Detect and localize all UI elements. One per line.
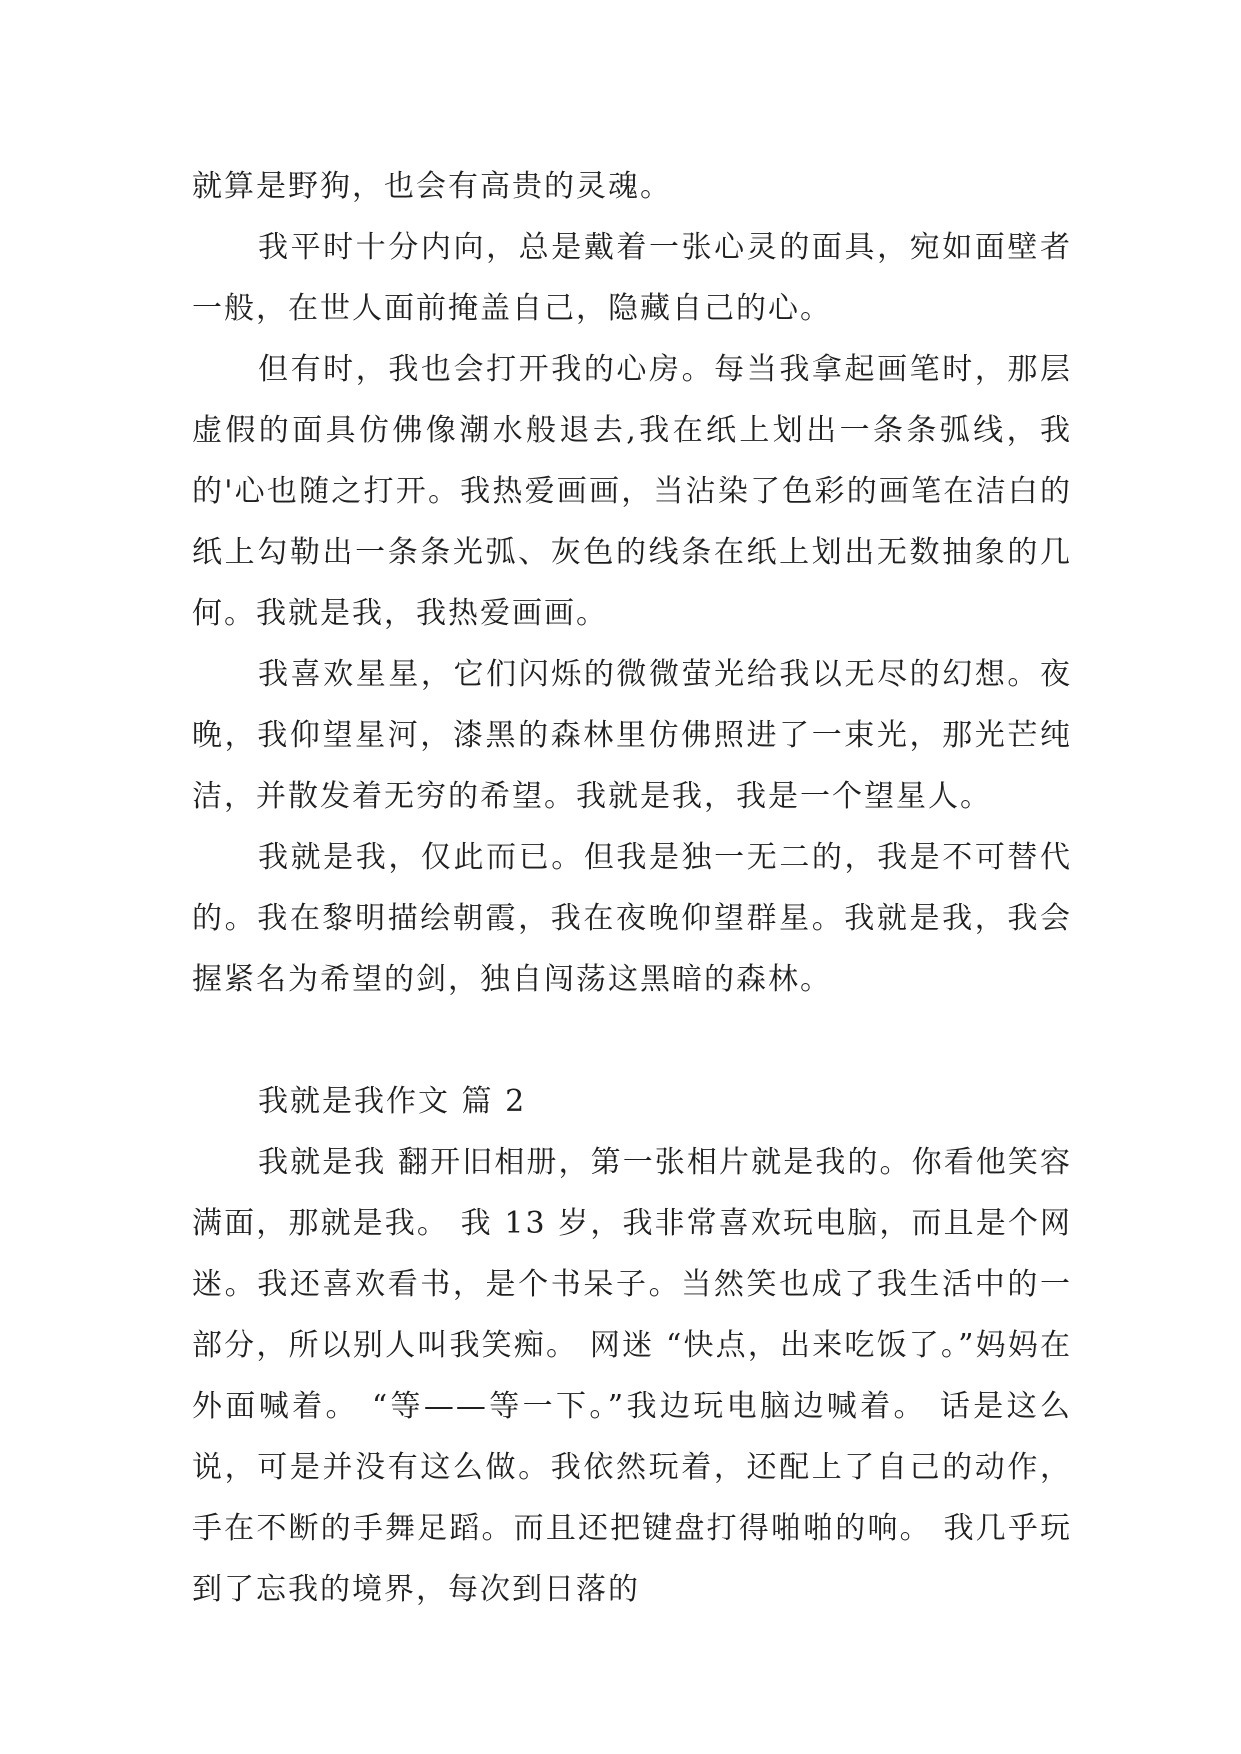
paragraph: 我平时十分内向，总是戴着一张心灵的面具，宛如面壁者一般，在世人面前掩盖自己，隐藏自己的心。	[192, 230, 1072, 326]
paragraph: 我就是我，仅此而已。但我是独一无二的，我是不可替代的。我在黎明描绘朝霞，我在夜晚仰望群星。我就是我，我会握紧名为希望的剑，独自闯荡这黑暗的森林。	[192, 840, 1072, 997]
essay-body	[192, 156, 1072, 1620]
section-spacer	[192, 1010, 1072, 1071]
section-title: 我就是我作文 篇 2	[258, 1084, 527, 1119]
paragraph: 我就是我 翻开旧相册，第一张相片就是我的。你看他笑容满面，那就是我。 我 13 岁，我非常喜欢玩电脑，而且是个网迷。我还喜欢看书，是个书呆子。当然笑也成了我生活中的一部分，所以别人叫我笑痴。 网迷 “快点，出来吃饭了。”妈妈在外面喊着。 “等——等一下。”我边玩电脑边喊着。 话是这么说，可是并没有这么做。我依然玩着，还配上了自己的动作，手在不断的手舞足蹈。而且还把键盘打得啪啪的响。 我几乎玩到了忘我的境界，每次到日落的	[192, 1145, 1072, 1607]
paragraph: 就算是野狗，也会有高贵的灵魂。	[192, 169, 672, 204]
paragraph: 但有时，我也会打开我的心房。每当我拿起画笔时，那层虚假的面具仿佛像潮水般退去,我在纸上划出一条条弧线，我的'心也随之打开。我热爱画画，当沾染了色彩的画笔在洁白的纸上勾勒出一条条光弧、灰色的线条在纸上划出无数抽象的几何。我就是我，我热爱画画。	[192, 352, 1072, 631]
paragraph: 我喜欢星星，它们闪烁的微微萤光给我以无尽的幻想。夜晚，我仰望星河，漆黑的森林里仿佛照进了一束光，那光芒纯洁，并散发着无穷的希望。我就是我，我是一个望星人。	[192, 657, 1072, 814]
